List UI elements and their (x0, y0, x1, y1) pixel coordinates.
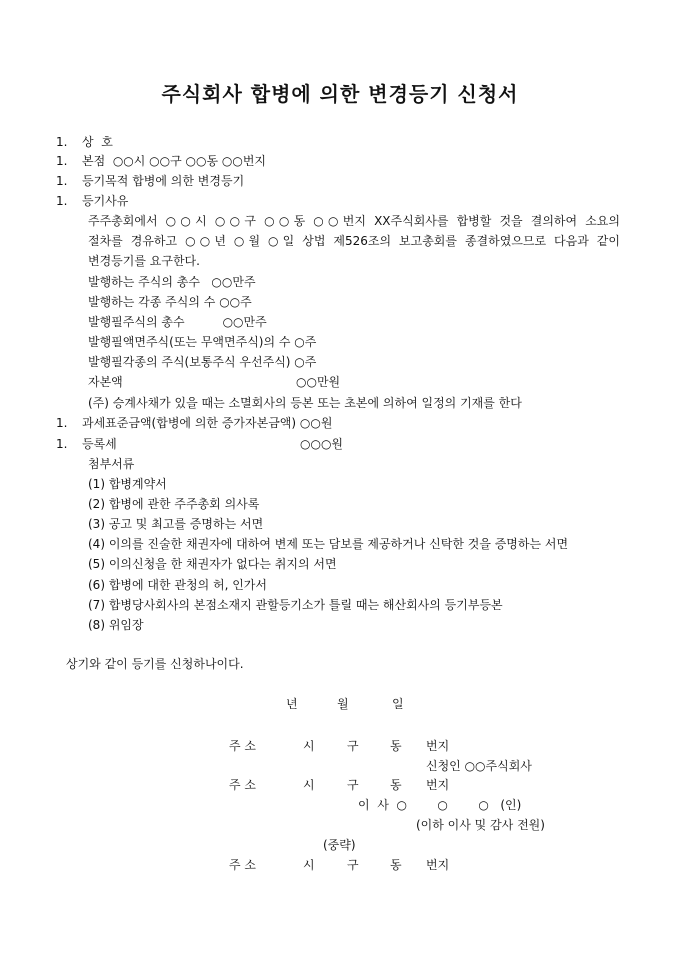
address-gu: 구 (347, 858, 359, 872)
address-gu: 구 (347, 778, 359, 792)
date-day: 일 (392, 697, 404, 711)
attachment-item: (5) 이의신청을 한 채권자가 없다는 취지의 서면 (88, 557, 337, 571)
attachment-item: (7) 합병당사회사의 본점소재지 관할등기소가 틀릴 때는 해산회사의 등기부등본 (88, 598, 503, 612)
item-purpose: 1. 등기목적 합병에 의한 변경등기 (56, 174, 245, 188)
all-officers-note: (이하 이사 및 감사 전원) (416, 818, 545, 832)
attachment-item: (3) 공고 및 최고를 증명하는 서면 (88, 517, 264, 531)
address-si: 시 (303, 778, 315, 792)
detail-par-shares: 발행필액면주식(또는 무액면주식)의 수 ○주 (88, 335, 317, 349)
applicant: 신청인 ○○주식회사 (426, 759, 532, 773)
date-year: 년 (286, 697, 298, 711)
director-signature: 이 사 ○ ○ ○ (인) (358, 798, 522, 812)
attachment-item: (2) 합병에 관한 주주총회 의사록 (88, 497, 260, 511)
address-si: 시 (303, 858, 315, 872)
closing-statement: 상기와 같이 등기를 신청하나이다. (66, 657, 244, 671)
attachment-item: (4) 이의를 진술한 채권자에 대하여 변제 또는 담보를 제공하거나 신탁한 것을 증명하는 서면 (88, 537, 569, 551)
attachments-heading: 첨부서류 (88, 457, 135, 471)
address-si: 시 (303, 739, 315, 753)
detail-class-shares: 발행하는 각종 주식의 수 ○○주 (88, 295, 252, 309)
address-label: 주 소 (229, 739, 256, 753)
address-dong: 동 (390, 858, 402, 872)
item-reason: 1. 등기사유 (56, 194, 129, 208)
detail-authorized-shares: 발행하는 주식의 총수 ○○만주 (88, 275, 256, 289)
registration-tax-value: ○○○원 (300, 437, 344, 451)
reason-note: (주) 승계사채가 있을 때는 소멸회사의 등본 또는 초본에 의하여 일정의 기재를 한다 (88, 396, 522, 410)
item-registration-tax: 1. 등록세 (56, 437, 117, 451)
attachment-item: (8) 위임장 (88, 618, 144, 632)
address-label: 주 소 (229, 778, 256, 792)
detail-capital: 자본액 (88, 375, 123, 389)
document-title: 주식회사 합병에 의한 변경등기 신청서 (161, 82, 519, 106)
attachment-item: (1) 합병계약서 (88, 477, 167, 491)
address-label: 주 소 (229, 858, 256, 872)
reason-line-2: 절차를 경유하고 ○○년 ○월 ○일 상법 제526조의 보고총회를 종결하였으므로 다음과 같이 (88, 234, 620, 248)
address-beonji: 번지 (426, 858, 450, 872)
address-dong: 동 (390, 739, 402, 753)
address-dong: 동 (390, 778, 402, 792)
address-beonji: 번지 (426, 778, 450, 792)
date-month: 월 (337, 697, 349, 711)
item-head-office: 1. 본점 ○○시 ○○구 ○○동 ○○번지 (56, 154, 266, 168)
item-trade-name: 1. 상 호 (56, 135, 113, 149)
reason-line-3: 변경등기를 요구한다. (88, 254, 200, 268)
address-gu: 구 (347, 739, 359, 753)
address-beonji: 번지 (426, 739, 450, 753)
detail-issued-shares: 발행필주식의 총수 ○○만주 (88, 315, 267, 329)
item-tax-base: 1. 과세표준금액(합병에 의한 증가자본금액) ○○원 (56, 416, 333, 430)
detail-class-issued-shares: 발행필각종의 주식(보통주식 우선주식) ○주 (88, 355, 317, 369)
detail-capital-value: ○○만원 (296, 375, 341, 389)
omitted-note: (중략) (323, 838, 356, 852)
attachment-item: (6) 합병에 대한 관청의 허, 인가서 (88, 578, 267, 592)
reason-line-1: 주주총회에서 ○○시 ○○구 ○○동 ○○번지 XX주식회사를 합병할 것을 결의하여 소요의 (88, 214, 620, 228)
